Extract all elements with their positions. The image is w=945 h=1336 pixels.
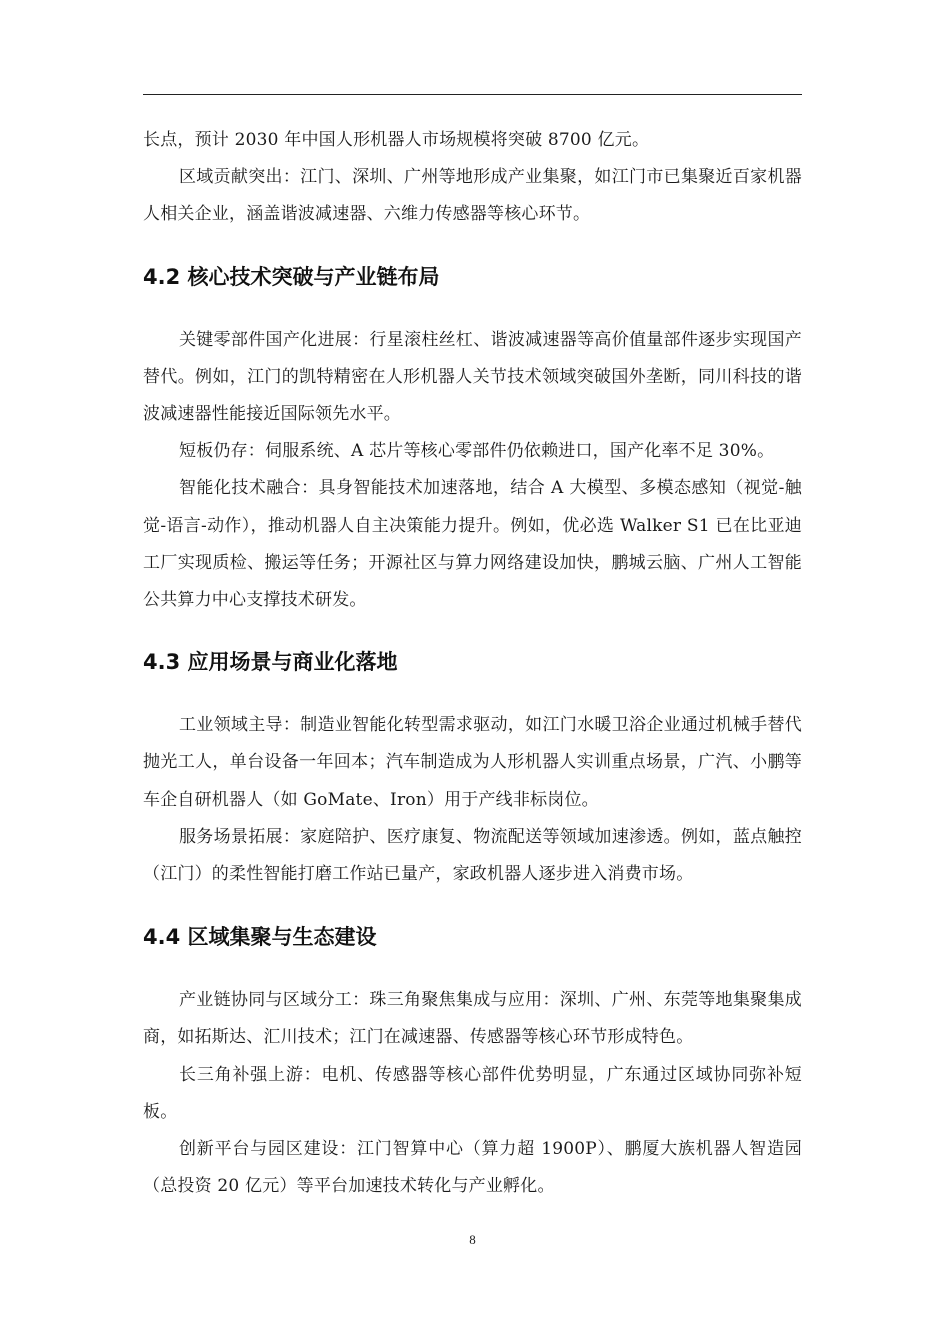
paragraph-regional-contribution: 区域贡献突出：江门、深圳、广州等地形成产业集聚，如江门市已集聚近百家机器人相关企业，涵盖谐波减速器、六维力传感器等核心环节。 bbox=[143, 167, 802, 225]
section-heading-4-3: 4.3 应用场景与商业化落地 bbox=[143, 650, 398, 675]
page-number: 8 bbox=[469, 1232, 476, 1247]
header-rule bbox=[143, 94, 802, 95]
section-heading-4-4: 4.4 区域集聚与生态建设 bbox=[143, 925, 377, 950]
paragraph-industrial: 工业领域主导：制造业智能化转型需求驱动，如江门水暖卫浴企业通过机械手替代抛光工人，单台设备一年回本；汽车制造成为人形机器人实训重点场景，广汽、小鹏等车企自研机器人（如 GoMate、Iron）用于产线非标岗位。 bbox=[143, 715, 802, 810]
paragraph-continuation: 长点，预计 2030 年中国人形机器人市场规模将突破 8700 亿元。 bbox=[143, 130, 650, 150]
section-heading-4-2: 4.2 核心技术突破与产业链布局 bbox=[143, 264, 440, 289]
paragraph-chain-collaboration: 产业链协同与区域分工：珠三角聚焦集成与应用：深圳、广州、东莞等地集聚集成商，如拓斯达、汇川技术；江门在减速器、传感器等核心环节形成特色。 bbox=[143, 990, 802, 1048]
paragraph-intelligence: 智能化技术融合：具身智能技术加速落地，结合 A 大模型、多模态感知（视觉-触觉-语言-动作），推动机器人自主决策能力提升。例如，优必选 Walker S1 已在比亚迪工厂实现质检、搬运等任务；开源社区与算力网络建设加快，鹏城云脑、广州人工智能公共算力中心支撑技术研发。 bbox=[143, 478, 802, 611]
paragraph-yangtze-delta: 长三角补强上游：电机、传感器等核心部件优势明显，广东通过区域协同弥补短板。 bbox=[143, 1064, 802, 1122]
paragraph-service: 服务场景拓展：家庭陪护、医疗康复、物流配送等领域加速渗透。例如，蓝点触控（江门）的柔性智能打磨工作站已量产，家政机器人逐步进入消费市场。 bbox=[143, 826, 802, 885]
page-body bbox=[143, 122, 802, 1205]
paragraph-platforms: 创新平台与园区建设：江门智算中心（算力超 1900P）、鹏厦大族机器人智造园（总投资 20 亿元）等平台加速技术转化与产业孵化。 bbox=[143, 1139, 802, 1197]
paragraph-shortboard: 短板仍存：伺服系统、A 芯片等核心零部件仍依赖进口，国产化率不足 30%。 bbox=[179, 441, 775, 462]
paragraph-localization: 关键零部件国产化进展：行星滚柱丝杠、谐波减速器等高价值量部件逐步实现国产替代。例如，江门的凯特精密在人形机器人关节技术领域突破国外垄断，同川科技的谐波减速器性能接近国际领先水平。 bbox=[143, 329, 802, 425]
